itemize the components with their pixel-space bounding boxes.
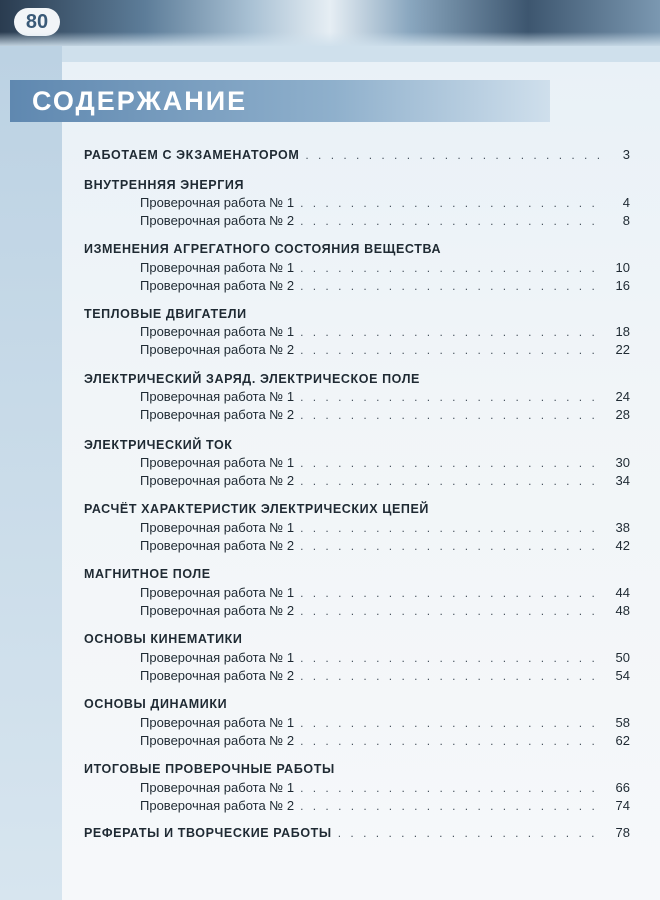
toc-entry-label: Проверочная работа № 1 xyxy=(140,324,295,339)
toc-entry-label: Проверочная работа № 2 xyxy=(140,342,295,357)
toc-entry[interactable] xyxy=(140,584,630,602)
toc-entry-label: Проверочная работа № 1 xyxy=(140,455,295,470)
toc-page-number: 4 xyxy=(622,195,630,210)
toc-entry[interactable] xyxy=(140,454,630,472)
toc-entry[interactable] xyxy=(140,406,630,424)
toc-entry-label: РАБОТАЕМ С ЭКЗАМЕНАТОРОМ xyxy=(84,148,300,162)
toc-page-number: 30 xyxy=(615,455,630,470)
leader-dots xyxy=(300,714,600,732)
leader-dots xyxy=(305,146,600,164)
leader-dots xyxy=(300,194,600,212)
toc-page-number: 16 xyxy=(615,278,630,293)
toc-entry-label: РЕФЕРАТЫ И ТВОРЧЕСКИЕ РАБОТЫ xyxy=(84,826,332,840)
toc-page-number: 10 xyxy=(615,260,630,275)
toc-page-number: 74 xyxy=(615,798,630,813)
leader-dots xyxy=(300,519,600,537)
toc-page-number: 18 xyxy=(615,324,630,339)
toc-entry[interactable] xyxy=(140,732,630,750)
toc-entry[interactable] xyxy=(140,537,630,555)
title-bar xyxy=(10,80,550,122)
leader-dots xyxy=(300,537,600,555)
toc-page-number: 34 xyxy=(615,473,630,488)
toc-entry-label: Проверочная работа № 2 xyxy=(140,213,295,228)
toc-entry-label: Проверочная работа № 1 xyxy=(140,650,295,665)
section-title: ЭЛЕКТРИЧЕСКИЙ ЗАРЯД. ЭЛЕКТРИЧЕСКОЕ ПОЛЕ xyxy=(84,372,420,386)
toc-entry[interactable] xyxy=(140,519,630,537)
section-title: ОСНОВЫ ДИНАМИКИ xyxy=(84,697,228,711)
toc-entry-label: Проверочная работа № 2 xyxy=(140,407,295,422)
toc-page-number: 3 xyxy=(622,147,630,162)
section-title: РАСЧЁТ ХАРАКТЕРИСТИК ЭЛЕКТРИЧЕСКИХ ЦЕПЕЙ xyxy=(84,502,429,516)
leader-dots xyxy=(300,732,600,750)
toc-page-number: 42 xyxy=(615,538,630,553)
leader-dots xyxy=(300,341,600,359)
toc-entry[interactable] xyxy=(140,212,630,230)
toc-entry-label: Проверочная работа № 2 xyxy=(140,798,295,813)
leader-dots xyxy=(300,779,600,797)
toc-entry-intro[interactable] xyxy=(84,146,630,164)
leader-dots xyxy=(300,277,600,295)
toc-page-number: 54 xyxy=(615,668,630,683)
leader-dots xyxy=(338,824,600,842)
toc-entry-label: Проверочная работа № 1 xyxy=(140,780,295,795)
leader-dots xyxy=(300,602,600,620)
toc-page-number: 62 xyxy=(615,733,630,748)
section-title: ВНУТРЕННЯЯ ЭНЕРГИЯ xyxy=(84,178,245,192)
toc-entry-label: Проверочная работа № 2 xyxy=(140,278,295,293)
toc-entry-label: Проверочная работа № 1 xyxy=(140,715,295,730)
leader-dots xyxy=(300,388,600,406)
leader-dots xyxy=(300,472,600,490)
leader-dots xyxy=(300,212,600,230)
leader-dots xyxy=(300,584,600,602)
toc-entry[interactable] xyxy=(140,472,630,490)
toc-entry-label: Проверочная работа № 1 xyxy=(140,585,295,600)
toc-entry-label: Проверочная работа № 1 xyxy=(140,520,295,535)
section-title: ЭЛЕКТРИЧЕСКИЙ ТОК xyxy=(84,438,233,452)
toc-entry-outro[interactable] xyxy=(84,824,630,842)
toc-entry[interactable] xyxy=(140,259,630,277)
page-number: 80 xyxy=(14,8,60,36)
toc-entry-label: Проверочная работа № 2 xyxy=(140,668,295,683)
toc-page-number: 48 xyxy=(615,603,630,618)
toc-entry[interactable] xyxy=(140,667,630,685)
toc-entry-label: Проверочная работа № 2 xyxy=(140,473,295,488)
leader-dots xyxy=(300,667,600,685)
leader-dots xyxy=(300,649,600,667)
leader-dots xyxy=(300,323,600,341)
toc-page-number: 22 xyxy=(615,342,630,357)
toc-page-number: 24 xyxy=(615,389,630,404)
section-title: МАГНИТНОЕ ПОЛЕ xyxy=(84,567,211,581)
leader-dots xyxy=(300,259,600,277)
toc-entry-label: Проверочная работа № 1 xyxy=(140,389,295,404)
leader-dots xyxy=(300,406,600,424)
section-title: ИТОГОВЫЕ ПРОВЕРОЧНЫЕ РАБОТЫ xyxy=(84,762,335,776)
toc-entry-label: Проверочная работа № 1 xyxy=(140,195,295,210)
section-title: ИЗМЕНЕНИЯ АГРЕГАТНОГО СОСТОЯНИЯ ВЕЩЕСТВА xyxy=(84,242,442,256)
side-strip xyxy=(0,46,62,900)
toc-entry[interactable] xyxy=(140,797,630,815)
section-title: ОСНОВЫ КИНЕМАТИКИ xyxy=(84,632,243,646)
toc-entry[interactable] xyxy=(140,714,630,732)
toc-page-number: 58 xyxy=(615,715,630,730)
toc-entry-label: Проверочная работа № 2 xyxy=(140,603,295,618)
toc-entry[interactable] xyxy=(140,388,630,406)
toc-entry[interactable] xyxy=(140,194,630,212)
toc-page-number: 28 xyxy=(615,407,630,422)
section-title: ТЕПЛОВЫЕ ДВИГАТЕЛИ xyxy=(84,307,247,321)
toc-page-number: 44 xyxy=(615,585,630,600)
toc-entry[interactable] xyxy=(140,602,630,620)
toc-entry[interactable] xyxy=(140,341,630,359)
toc-page-number: 8 xyxy=(622,213,630,228)
leader-dots xyxy=(300,797,600,815)
toc-entry-label: Проверочная работа № 1 xyxy=(140,260,295,275)
page-title: СОДЕРЖАНИЕ xyxy=(32,86,248,116)
toc-page-number: 38 xyxy=(615,520,630,535)
toc-entry[interactable] xyxy=(140,277,630,295)
toc-entry[interactable] xyxy=(140,649,630,667)
toc-entry[interactable] xyxy=(140,323,630,341)
header-banner xyxy=(0,0,660,46)
toc-entry-label: Проверочная работа № 2 xyxy=(140,733,295,748)
toc-entry[interactable] xyxy=(140,779,630,797)
toc-page-number: 78 xyxy=(615,825,630,840)
toc-entry-label: Проверочная работа № 2 xyxy=(140,538,295,553)
toc-page-number: 50 xyxy=(615,650,630,665)
toc-page-number: 66 xyxy=(615,780,630,795)
leader-dots xyxy=(300,454,600,472)
